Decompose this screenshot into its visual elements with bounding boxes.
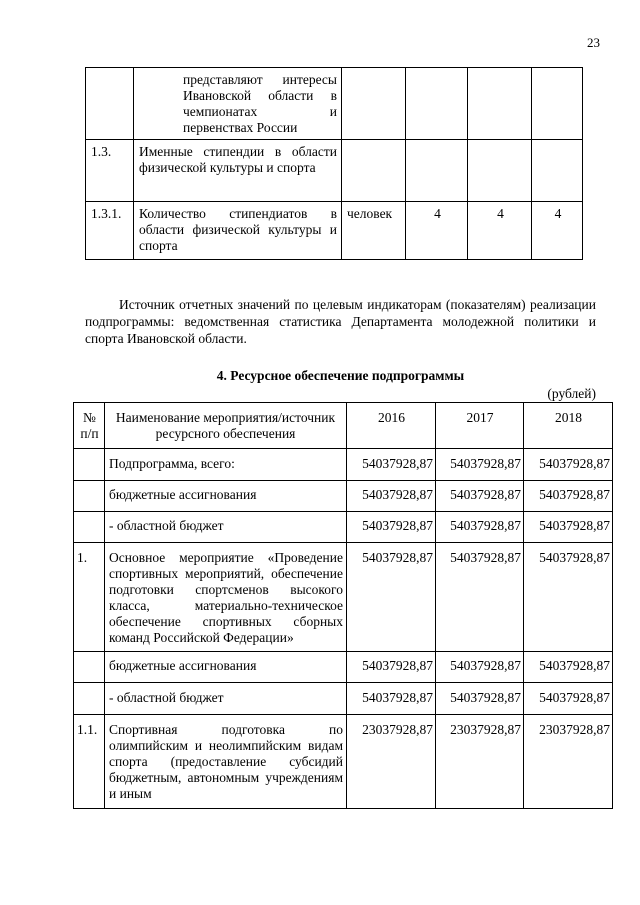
indicator-unit bbox=[342, 68, 406, 140]
amount-cell: 54037928,87 bbox=[436, 512, 524, 543]
header-num: № п/п bbox=[74, 403, 105, 449]
amount-cell: 54037928,87 bbox=[524, 652, 613, 683]
amount-cell: 54037928,87 bbox=[347, 481, 436, 512]
indicator-value bbox=[532, 140, 583, 202]
row-name: бюджетные ассигнования bbox=[105, 652, 347, 683]
table-row bbox=[74, 683, 613, 715]
indicator-value bbox=[406, 68, 468, 140]
table-row bbox=[74, 715, 613, 809]
source-note: Источник отчетных значений по целевым индикаторам (показателям) реализации подпрограммы: ведомственная статистика Департамента молодежной политики и спорта Ивановской области. bbox=[85, 297, 596, 346]
amount-cell: 54037928,87 bbox=[436, 481, 524, 512]
row-name: бюджетные ассигнования bbox=[105, 481, 347, 512]
indicator-value: 4 bbox=[532, 202, 583, 260]
row-number bbox=[74, 683, 105, 715]
table-row bbox=[74, 481, 613, 512]
amount-cell: 23037928,87 bbox=[524, 715, 613, 809]
table-row bbox=[74, 512, 613, 543]
table-row bbox=[74, 449, 613, 481]
amount-cell: 23037928,87 bbox=[347, 715, 436, 809]
indicator-value: 4 bbox=[468, 202, 532, 260]
row-name: - областной бюджет bbox=[105, 683, 347, 715]
row-number bbox=[74, 449, 105, 481]
indicator-value bbox=[468, 140, 532, 202]
amount-cell: 23037928,87 bbox=[436, 715, 524, 809]
header-year: 2018 bbox=[524, 403, 613, 449]
row-name: Подпрограмма, всего: bbox=[105, 449, 347, 481]
indicator-unit: человек bbox=[342, 202, 406, 260]
header-year: 2016 bbox=[347, 403, 436, 449]
indicator-name: представляют интересы Ивановской области в чемпионатах и первенствах России bbox=[134, 68, 342, 140]
amount-cell: 54037928,87 bbox=[347, 683, 436, 715]
header-name: Наименование мероприятия/источник ресурсного обеспечения bbox=[105, 403, 347, 449]
row-number bbox=[74, 512, 105, 543]
page-number: 23 bbox=[587, 35, 600, 50]
table-header-row bbox=[74, 403, 613, 449]
indicator-value: 4 bbox=[406, 202, 468, 260]
amount-cell: 54037928,87 bbox=[436, 449, 524, 481]
table-row bbox=[86, 140, 583, 202]
amount-cell: 54037928,87 bbox=[436, 683, 524, 715]
indicator-value bbox=[468, 68, 532, 140]
table-row bbox=[86, 202, 583, 260]
indicator-value bbox=[406, 140, 468, 202]
indicator-name: Именные стипендии в области физической культуры и спорта bbox=[134, 140, 342, 202]
row-number: 1.1. bbox=[74, 715, 105, 809]
row-number bbox=[74, 652, 105, 683]
amount-cell: 54037928,87 bbox=[524, 481, 613, 512]
amount-cell: 54037928,87 bbox=[524, 512, 613, 543]
indicator-unit bbox=[342, 140, 406, 202]
amount-cell: 54037928,87 bbox=[347, 449, 436, 481]
row-name: - областной бюджет bbox=[105, 512, 347, 543]
section-title: 4. Ресурсное обеспечение подпрограммы bbox=[216, 368, 465, 383]
row-number: 1. bbox=[74, 543, 105, 652]
table-row bbox=[74, 543, 613, 652]
indicator-name: Количество стипендиатов в области физической культуры и спорта bbox=[134, 202, 342, 260]
row-number bbox=[74, 481, 105, 512]
amount-cell: 54037928,87 bbox=[524, 683, 613, 715]
resource-table bbox=[73, 402, 613, 809]
amount-cell: 54037928,87 bbox=[524, 449, 613, 481]
table-row bbox=[86, 68, 583, 140]
amount-cell: 54037928,87 bbox=[436, 652, 524, 683]
row-number: 1.3.1. bbox=[86, 202, 134, 260]
row-name: Основное мероприятие «Проведение спортивных мероприятий, обеспечение подготовки спортсменов высокого класса, материально-техническое обеспечение спортивных сборных команд Российской Федерации» bbox=[105, 543, 347, 652]
row-name: Спортивная подготовка по олимпийским и неолимпийским видам спорта (предоставление субсидий бюджетным, автономным учреждениям и иным bbox=[105, 715, 347, 809]
row-number bbox=[86, 68, 134, 140]
amount-cell: 54037928,87 bbox=[347, 652, 436, 683]
row-number: 1.3. bbox=[86, 140, 134, 202]
amount-cell: 54037928,87 bbox=[436, 543, 524, 652]
indicator-table bbox=[85, 67, 583, 260]
amount-cell: 54037928,87 bbox=[347, 512, 436, 543]
amount-cell: 54037928,87 bbox=[347, 543, 436, 652]
header-year: 2017 bbox=[436, 403, 524, 449]
indicator-value bbox=[532, 68, 583, 140]
table-row bbox=[74, 652, 613, 683]
amount-cell: 54037928,87 bbox=[524, 543, 613, 652]
unit-note: (рублей) bbox=[547, 386, 596, 401]
